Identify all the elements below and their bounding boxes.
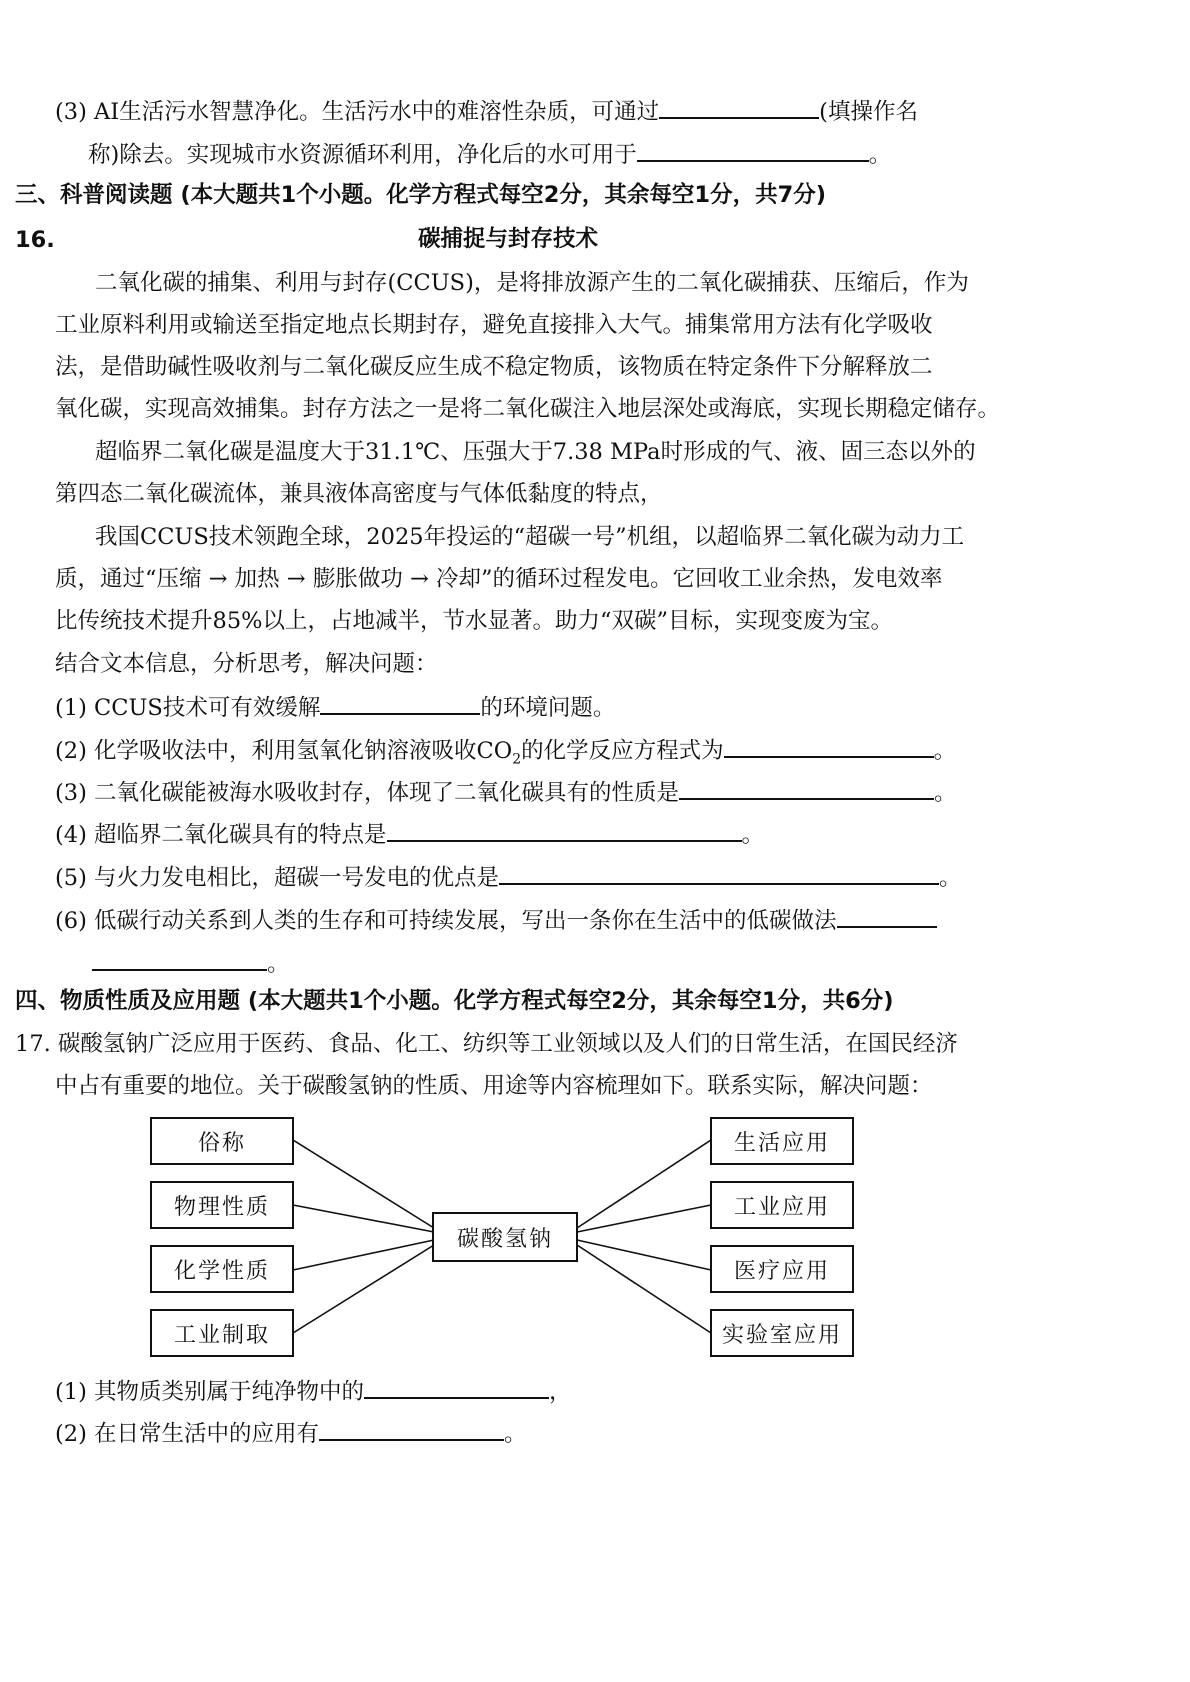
q16-sub-2: (2) 化学吸收法中，利用氢氧化钠溶液吸收$CO_2$的化学反应方程式为 。 [55,734,956,775]
q17-intro-line2: 中占有重要的地位。关于碳酸氢钠的性质、用途等内容梳理如下。联系实际，解决问题： [55,1073,933,1099]
q16-sub-5: (5) 与火力发电相比，超碳一号发电的优点是 。 [55,861,962,893]
connector-line [293,1245,434,1333]
diagram-box-left-chemical: 化学性质 [150,1245,294,1293]
diagram-box-center: 碳酸氢钠 [432,1212,578,1262]
question-prompt: 结合文本信息，分析思考，解决问题： [55,651,438,677]
q16-sub-6-cont: 。 [92,947,290,979]
q16-sub-1: (1) CCUS技术可有效缓解 的环境问题。 [55,691,615,723]
paragraph-line: 我国CCUS技术领跑全球，2025年投运的“超碳一号”机组，以超临界二氧化碳为动力工 [95,524,965,550]
paragraph-line: 质，通过“压缩 → 加热 → 膨胀做功 → 冷却”的循环过程发电。它回收工业余热，发电效率 [55,566,943,592]
connector-line [293,1140,434,1228]
q16-sub-4: (4) 超临界二氧化碳具有的特点是 。 [55,818,764,850]
q15-3-line2: 称)除去。实现城市水资源循环利用，净化后的水可用于 。 [88,138,891,170]
diagram-box-left-alias: 俗称 [150,1117,294,1165]
answer-blank[interactable] [319,1417,504,1441]
connector-line [577,1140,711,1228]
answer-blank[interactable] [364,1375,549,1399]
paragraph-line: 超临界二氧化碳是温度大于31.1℃、压强大于7.38 MPa时形成的气、液、固三态以外的 [95,439,976,465]
q15-3-line1: (3) AI生活污水智慧净化。生活污水中的难溶性杂质，可通过 (填操作名 [55,95,918,127]
diagram-box-left-physical: 物理性质 [150,1181,294,1229]
q16-sub-6: (6) 低碳行动关系到人类的生存和可持续发展，写出一条你在生活中的低碳做法 [55,904,937,936]
connector-line [577,1240,711,1270]
diagram-box-right-lab: 实验室应用 [710,1309,854,1357]
diagram-box-right-industrial: 工业应用 [710,1181,854,1229]
q16-sub-3: (3) 二氧化碳能被海水吸收封存，体现了二氧化碳具有的性质是 。 [55,776,957,808]
diagram-box-right-daily: 生活应用 [710,1117,854,1165]
question-number-16: 16. [15,227,55,253]
paragraph-line: 比传统技术提升85%以上，占地减半，节水显著。助力“双碳”目标，实现变废为宝。 [55,608,894,634]
connector-line [577,1245,711,1333]
section-heading-4: 四、物质性质及应用题 (本大题共1个小题。化学方程式每空2分，其余每空1分，共6分) [15,988,894,1014]
paragraph-line: 法，是借助碱性吸收剂与二氧化碳反应生成不稳定物质，该物质在特定条件下分解释放二 [55,354,933,380]
diagram-box-left-industrial-prep: 工业制取 [150,1309,294,1357]
q17-intro-line1: 17. 碳酸氢钠广泛应用于医药、食品、化工、纺织等工业领域以及人们的日常生活，在国民经济 [15,1031,958,1057]
paragraph-line: 第四态二氧化碳流体，兼具液体高密度与气体低黏度的特点， [55,481,663,507]
q17-sub-2: (2) 在日常生活中的应用有 。 [55,1417,527,1449]
q17-sub-1: (1) 其物质类别属于纯净物中的 ， [55,1375,572,1407]
section-heading-3: 三、科普阅读题 (本大题共1个小题。化学方程式每空2分，其余每空1分，共7分) [15,182,827,208]
paragraph-line: 工业原料利用或输送至指定地点长期封存，避免直接排入大气。捕集常用方法有化学吸收 [55,312,933,338]
paragraph-line: 二氧化碳的捕集、利用与封存(CCUS)，是将排放源产生的二氧化碳捕获、压缩后，作为 [95,270,969,296]
connector-line [577,1205,711,1232]
connector-line [293,1240,434,1270]
diagram-box-right-medical: 医疗应用 [710,1245,854,1293]
article-title: 碳捕捉与封存技术 [418,226,599,252]
connector-line [293,1205,434,1232]
paragraph-line: 氧化碳，实现高效捕集。封存方法之一是将二氧化碳注入地层深处或海底，实现长期稳定储存。 [55,396,1001,422]
